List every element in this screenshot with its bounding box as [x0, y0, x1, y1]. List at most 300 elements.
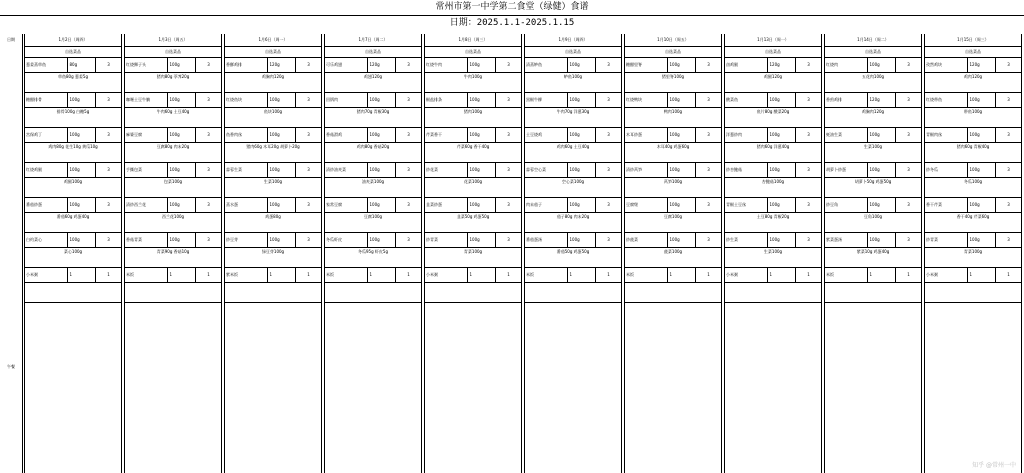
dish-qty: 100g	[168, 93, 196, 107]
dish-ingredients	[525, 283, 621, 303]
dish-qty: 120g	[268, 58, 296, 72]
dish-name: 炒豆角	[825, 198, 868, 212]
dish-num: 3	[307, 132, 310, 137]
dish-qty: 100g	[668, 58, 696, 72]
dish-num: 3	[407, 132, 410, 137]
dish-num: 3	[907, 62, 910, 67]
menu-grid	[0, 34, 1024, 473]
dish-row	[525, 93, 621, 108]
dish-ingredients: 鲈鱼100g	[525, 73, 621, 93]
date-range: 日期：2025.1.1-2025.1.15	[449, 18, 575, 28]
dish-num: 3	[907, 97, 910, 102]
dish-name: 红烧鸡腿	[25, 163, 68, 177]
dish-qty: 100g	[368, 93, 396, 107]
dish-qty: 100g	[868, 128, 896, 142]
dish-name: 香菇滑鸡	[325, 128, 368, 142]
dish-ingredients: 茄子80g 肉末20g	[525, 213, 621, 233]
dish-row	[25, 163, 121, 178]
dish-ingredients: 猪肉100g	[425, 108, 521, 128]
dish-row	[725, 128, 821, 143]
dish-name: 红烧鱼块	[225, 93, 268, 107]
day-column	[324, 34, 422, 473]
dish-num: 1	[507, 272, 510, 277]
dish-row	[725, 58, 821, 73]
dish-num: 1	[707, 272, 710, 277]
dish-ingredients: 牛肉70g 洋葱30g	[525, 108, 621, 128]
dish-name: 炒菠菜	[625, 233, 668, 247]
dish-row	[825, 233, 921, 248]
dish-qty: 100g	[468, 128, 496, 142]
dish-qty: 100g	[268, 233, 296, 247]
dish-ingredients: 鱼块100g	[225, 108, 321, 128]
dish-qty: 100g	[768, 93, 796, 107]
dish-ingredients: 鸡胸肉120g	[825, 108, 921, 128]
section-title: 自选菜品	[625, 47, 721, 58]
dish-qty: 100g	[568, 233, 596, 247]
dish-name: 土豆烧鸡	[525, 128, 568, 142]
dish-qty: 100g	[268, 163, 296, 177]
dish-row	[325, 268, 421, 283]
dish-num: 3	[1007, 97, 1010, 102]
dish-num: 3	[407, 237, 410, 242]
dish-qty: 100g	[368, 128, 396, 142]
dish-ingredients	[925, 283, 1021, 303]
dish-qty: 1	[568, 268, 596, 282]
dish-num: 1	[807, 272, 810, 277]
dish-num: 3	[407, 167, 410, 172]
dish-qty: 100g	[68, 233, 96, 247]
dish-row	[325, 198, 421, 213]
dish-row	[225, 58, 321, 73]
dish-ingredients: 胡萝卜50g 鸡蛋50g	[825, 178, 921, 198]
dish-qty: 1	[868, 268, 896, 282]
dish-ingredients: 排骨100g 白糖5g	[25, 108, 121, 128]
dish-row	[625, 128, 721, 143]
dish-name: 黑椒牛柳	[525, 93, 568, 107]
dish-ingredients: 包菜100g	[125, 178, 221, 198]
dish-qty: 100g	[868, 233, 896, 247]
day-column	[124, 34, 222, 473]
dish-row	[725, 198, 821, 213]
dish-ingredients: 猪肉60g 木耳20g 胡萝卜20g	[225, 143, 321, 163]
dish-name: 米饭	[525, 268, 568, 282]
dish-row	[525, 58, 621, 73]
dish-qty: 100g	[68, 93, 96, 107]
dish-row	[825, 58, 921, 73]
dish-num: 3	[1007, 237, 1010, 242]
dish-name: 糖醋里脊	[625, 58, 668, 72]
dish-name: 小米粥	[425, 268, 468, 282]
dish-qty: 100g	[368, 163, 396, 177]
dish-row	[625, 93, 721, 108]
dish-name: 蚝油生菜	[825, 128, 868, 142]
dish-qty: 100g	[268, 198, 296, 212]
dish-qty: 100g	[468, 233, 496, 247]
dish-name: 炒花菜	[425, 163, 468, 177]
dish-qty: 100g	[268, 93, 296, 107]
dish-row	[625, 268, 721, 283]
dish-row	[325, 233, 421, 248]
dish-ingredients: 鸡蛋80g	[225, 213, 321, 233]
dish-qty: 100g	[168, 128, 196, 142]
dish-name: 鱼香肉丝	[225, 128, 268, 142]
dish-num: 3	[507, 132, 510, 137]
dish-name: 米饭	[325, 268, 368, 282]
dish-ingredients: 木耳40g 鸡蛋60g	[625, 143, 721, 163]
dish-num: 3	[707, 132, 710, 137]
dish-qty: 1	[168, 268, 196, 282]
dish-row	[425, 93, 521, 108]
dish-name: 清炒油麦菜	[325, 163, 368, 177]
dish-row	[925, 93, 1021, 108]
day-column	[924, 34, 1022, 473]
dish-num: 3	[1007, 62, 1010, 67]
dish-name: 孜然鸡块	[925, 58, 968, 72]
dish-num: 3	[107, 62, 110, 67]
section-title: 自选菜品	[825, 47, 921, 58]
dish-qty: 120g	[868, 93, 896, 107]
day-header: 1月3日（周五）	[125, 34, 221, 47]
dish-name: 红烧鸭块	[625, 93, 668, 107]
dish-name: 番茄炒蛋	[25, 198, 68, 212]
dish-num: 3	[507, 167, 510, 172]
dish-num: 3	[107, 237, 110, 242]
dish-row	[25, 128, 121, 143]
dish-ingredients: 西兰花100g	[125, 213, 221, 233]
day-header: 1月7日（周二）	[325, 34, 421, 47]
menu-title: 常州市第一中学第二食堂（绿健）食谱	[0, 0, 1024, 16]
dish-qty: 100g	[168, 163, 196, 177]
dish-qty: 100g	[268, 128, 296, 142]
dish-row	[725, 233, 821, 248]
dish-row	[625, 198, 721, 213]
dish-qty: 100g	[368, 198, 396, 212]
dish-num: 1	[307, 272, 310, 277]
dish-row	[25, 93, 121, 108]
dish-ingredients: 猪里脊100g	[625, 73, 721, 93]
dish-ingredients: 豆腐100g	[625, 213, 721, 233]
dish-row	[925, 58, 1021, 73]
dish-name: 香干芹菜	[925, 198, 968, 212]
dish-ingredients: 鸭肉100g	[625, 108, 721, 128]
dish-name: 小米粥	[725, 268, 768, 282]
dish-name: 清炒莴笋	[625, 163, 668, 177]
dish-num: 3	[107, 97, 110, 102]
section-title: 自选菜品	[925, 47, 1021, 58]
dish-ingredients: 鸡腿100g	[25, 178, 121, 198]
dish-qty: 120g	[968, 58, 996, 72]
dish-row	[725, 93, 821, 108]
dish-ingredients: 莴笋100g	[625, 178, 721, 198]
dish-name: 肉末茄子	[525, 198, 568, 212]
dish-qty: 100g	[468, 58, 496, 72]
dish-ingredients: 牛肉100g	[425, 73, 521, 93]
dish-row	[125, 163, 221, 178]
dish-num: 3	[207, 62, 210, 67]
section-title: 自选菜品	[425, 47, 521, 58]
dish-ingredients: 芹菜60g 香干40g	[425, 143, 521, 163]
dish-qty: 100g	[168, 233, 196, 247]
dish-qty: 100g	[168, 198, 196, 212]
dish-qty: 1	[468, 268, 496, 282]
dish-num: 1	[107, 272, 110, 277]
dish-num: 3	[107, 202, 110, 207]
dish-ingredients	[825, 283, 921, 303]
dish-row	[225, 198, 321, 213]
dish-row	[125, 198, 221, 213]
dish-qty: 100g	[668, 128, 696, 142]
day-column	[624, 34, 722, 473]
dish-name: 红烧带鱼	[925, 93, 968, 107]
dish-row	[925, 163, 1021, 178]
dish-num: 3	[407, 62, 410, 67]
dish-ingredients: 番茄60g 鸡蛋40g	[25, 213, 121, 233]
day-column	[424, 34, 522, 473]
dish-name: 芹菜香干	[425, 128, 468, 142]
dish-num: 1	[1007, 272, 1010, 277]
day-header: 1月9日（周四）	[525, 34, 621, 47]
dish-row	[925, 128, 1021, 143]
dish-qty: 100g	[668, 93, 696, 107]
dish-ingredients: 猪肉70g 青椒30g	[325, 108, 421, 128]
dish-num: 3	[607, 62, 610, 67]
dish-ingredients: 紫菜10g 鸡蛋40g	[825, 248, 921, 268]
dish-num: 3	[1007, 132, 1010, 137]
dish-num: 3	[207, 132, 210, 137]
dish-ingredients: 冬瓜100g	[925, 178, 1021, 198]
dish-row	[925, 268, 1021, 283]
dish-row	[625, 233, 721, 248]
dish-num: 3	[1007, 167, 1010, 172]
dish-ingredients: 生菜100g	[725, 248, 821, 268]
dish-name: 炒杏鲍菇	[725, 163, 768, 177]
dish-name: 红烧肉	[825, 58, 868, 72]
dish-num: 3	[707, 62, 710, 67]
dish-qty: 1	[268, 268, 296, 282]
dish-ingredients	[225, 283, 321, 303]
dish-name: 紫米饭	[225, 268, 268, 282]
dish-num: 3	[507, 97, 510, 102]
dish-row	[25, 198, 121, 213]
dish-num: 3	[107, 132, 110, 137]
dish-row	[225, 163, 321, 178]
dish-row	[25, 233, 121, 248]
dish-ingredients	[25, 283, 121, 303]
dish-qty: 100g	[668, 198, 696, 212]
dish-row	[25, 58, 121, 73]
dish-ingredients: 油麦菜100g	[325, 178, 421, 198]
dish-qty: 100g	[568, 58, 596, 72]
row-label-top: 日期	[7, 37, 15, 42]
section-title: 自选菜品	[325, 47, 421, 58]
dish-ingredients: 番茄50g 鸡蛋50g	[525, 248, 621, 268]
dish-name: 咖喱土豆牛腩	[125, 93, 168, 107]
dish-num: 3	[407, 97, 410, 102]
dish-num: 3	[307, 62, 310, 67]
dish-num: 3	[907, 132, 910, 137]
day-header: 1月6日（周一）	[225, 34, 321, 47]
dish-num: 3	[207, 202, 210, 207]
dish-name: 可乐鸡翅	[325, 58, 368, 72]
dish-name: 冬瓜虾皮	[325, 233, 368, 247]
dish-num: 1	[207, 272, 210, 277]
dish-ingredients: 冬瓜95g 虾皮5g	[325, 248, 421, 268]
dish-name: 红烧牛肉	[425, 58, 468, 72]
dish-name: 紫菜蛋汤	[825, 233, 868, 247]
dish-row	[25, 268, 121, 283]
dish-num: 3	[807, 167, 810, 172]
dish-row	[825, 163, 921, 178]
dish-row	[225, 233, 321, 248]
dish-qty: 100g	[868, 58, 896, 72]
dish-num: 1	[407, 272, 410, 277]
dish-num: 3	[507, 237, 510, 242]
dish-ingredients	[325, 283, 421, 303]
dish-qty: 120g	[768, 58, 796, 72]
dish-row	[825, 128, 921, 143]
dish-num: 3	[607, 202, 610, 207]
dish-name: 蒜蓉空心菜	[525, 163, 568, 177]
dish-ingredients: 鸡肉120g	[925, 73, 1021, 93]
day-header: 1月15日（周三）	[925, 34, 1021, 47]
day-column	[724, 34, 822, 473]
watermark: 知乎 @常州一中	[972, 462, 1016, 469]
dish-qty: 100g	[68, 128, 96, 142]
dish-qty: 100g	[568, 198, 596, 212]
dish-name: 手撕包菜	[125, 163, 168, 177]
dish-ingredients: 鸡肉80g 香菇20g	[325, 143, 421, 163]
dish-name: 清蒸鲈鱼	[525, 58, 568, 72]
dish-ingredients: 牛肉60g 土豆40g	[125, 108, 221, 128]
dish-qty: 100g	[768, 163, 796, 177]
dish-ingredients: 绿豆芽100g	[225, 248, 321, 268]
dish-name: 炒青菜	[425, 233, 468, 247]
dish-ingredients: 生菜100g	[225, 178, 321, 198]
dish-qty: 1	[768, 268, 796, 282]
dish-num: 1	[907, 272, 910, 277]
dish-qty: 100g	[968, 163, 996, 177]
dish-row	[525, 268, 621, 283]
dish-qty: 120g	[368, 58, 396, 72]
dish-num: 3	[707, 97, 710, 102]
dish-ingredients: 韭菜50g 鸡蛋50g	[425, 213, 521, 233]
dish-row	[225, 128, 321, 143]
dish-ingredients: 带鱼100g	[925, 108, 1021, 128]
dish-num: 3	[907, 202, 910, 207]
dish-qty: 100g	[668, 233, 696, 247]
dish-ingredients: 豆腐100g	[325, 213, 421, 233]
dish-num: 3	[807, 202, 810, 207]
dish-qty: 100g	[768, 198, 796, 212]
dish-qty: 100g	[768, 233, 796, 247]
dish-num: 3	[1007, 202, 1010, 207]
dish-row	[425, 128, 521, 143]
dish-num: 3	[307, 202, 310, 207]
dish-qty: 100g	[968, 198, 996, 212]
section-title: 自选菜品	[225, 47, 321, 58]
dish-row	[525, 233, 621, 248]
dish-qty: 100g	[468, 198, 496, 212]
dish-row	[225, 93, 321, 108]
dish-ingredients: 青菜100g	[425, 248, 521, 268]
dish-row	[125, 128, 221, 143]
day-column	[24, 34, 122, 473]
dish-num: 3	[307, 97, 310, 102]
dish-name: 小米粥	[25, 268, 68, 282]
dish-qty: 100g	[768, 128, 796, 142]
dish-qty: 100g	[668, 163, 696, 177]
dish-qty: 100g	[68, 198, 96, 212]
dish-name: 香菇青菜	[125, 233, 168, 247]
dish-ingredients: 鸡肉60g 土豆40g	[525, 143, 621, 163]
dish-ingredients: 草鱼80g 葱姜5g	[25, 73, 121, 93]
dish-num: 1	[607, 272, 610, 277]
dish-row	[125, 58, 221, 73]
dish-name: 炒青菜	[925, 233, 968, 247]
dish-row	[825, 268, 921, 283]
dish-name: 番茄蛋汤	[525, 233, 568, 247]
day-header: 1月10日（周五）	[625, 34, 721, 47]
dish-num: 3	[807, 62, 810, 67]
dish-num: 3	[807, 237, 810, 242]
dish-ingredients: 鸡胸肉120g	[225, 73, 321, 93]
day-header: 1月8日（周三）	[425, 34, 521, 47]
dish-ingredients: 土豆80g 青椒20g	[725, 213, 821, 233]
dish-ingredients: 鱼片80g 酸菜20g	[725, 108, 821, 128]
dish-name: 米饭	[825, 268, 868, 282]
dish-name: 香酥鸡排	[225, 58, 268, 72]
dish-ingredients: 豆角100g	[825, 213, 921, 233]
dish-num: 3	[907, 167, 910, 172]
dish-ingredients	[625, 283, 721, 303]
dish-qty: 100g	[968, 93, 996, 107]
dish-ingredients: 鸡肉80g 花生10g 黄瓜10g	[25, 143, 121, 163]
section-title: 自选菜品	[125, 47, 221, 58]
dish-num: 3	[707, 167, 710, 172]
dish-row	[725, 163, 821, 178]
dish-ingredients: 鸡翅120g	[325, 73, 421, 93]
dish-ingredients: 青菜100g	[925, 248, 1021, 268]
section-title: 自选菜品	[25, 47, 121, 58]
dish-row	[525, 128, 621, 143]
dish-num: 3	[607, 237, 610, 242]
dish-name: 香煎鸡排	[825, 93, 868, 107]
dish-num: 3	[207, 97, 210, 102]
row-label-lunch: 午餐	[7, 364, 15, 369]
dish-num: 3	[307, 167, 310, 172]
dish-name: 葱姜蒸草鱼	[25, 58, 68, 72]
dish-name: 家常豆腐	[325, 198, 368, 212]
day-column	[524, 34, 622, 473]
day-header: 1月14日（周二）	[825, 34, 921, 47]
dish-ingredients: 杏鲍菇100g	[725, 178, 821, 198]
row-label-column	[0, 34, 23, 473]
dish-row	[325, 58, 421, 73]
dish-row	[425, 163, 521, 178]
dish-name: 酸菜鱼	[725, 93, 768, 107]
dish-row	[525, 163, 621, 178]
section-title: 自选菜品	[725, 47, 821, 58]
dish-qty: 1	[668, 268, 696, 282]
dish-ingredients	[125, 283, 221, 303]
dish-row	[825, 198, 921, 213]
dish-name: 米饭	[125, 268, 168, 282]
dish-name: 青椒肉丝	[925, 128, 968, 142]
dish-qty: 100g	[868, 198, 896, 212]
dish-name: 糖醋排骨	[25, 93, 68, 107]
dish-qty: 100g	[468, 93, 496, 107]
dish-row	[325, 128, 421, 143]
